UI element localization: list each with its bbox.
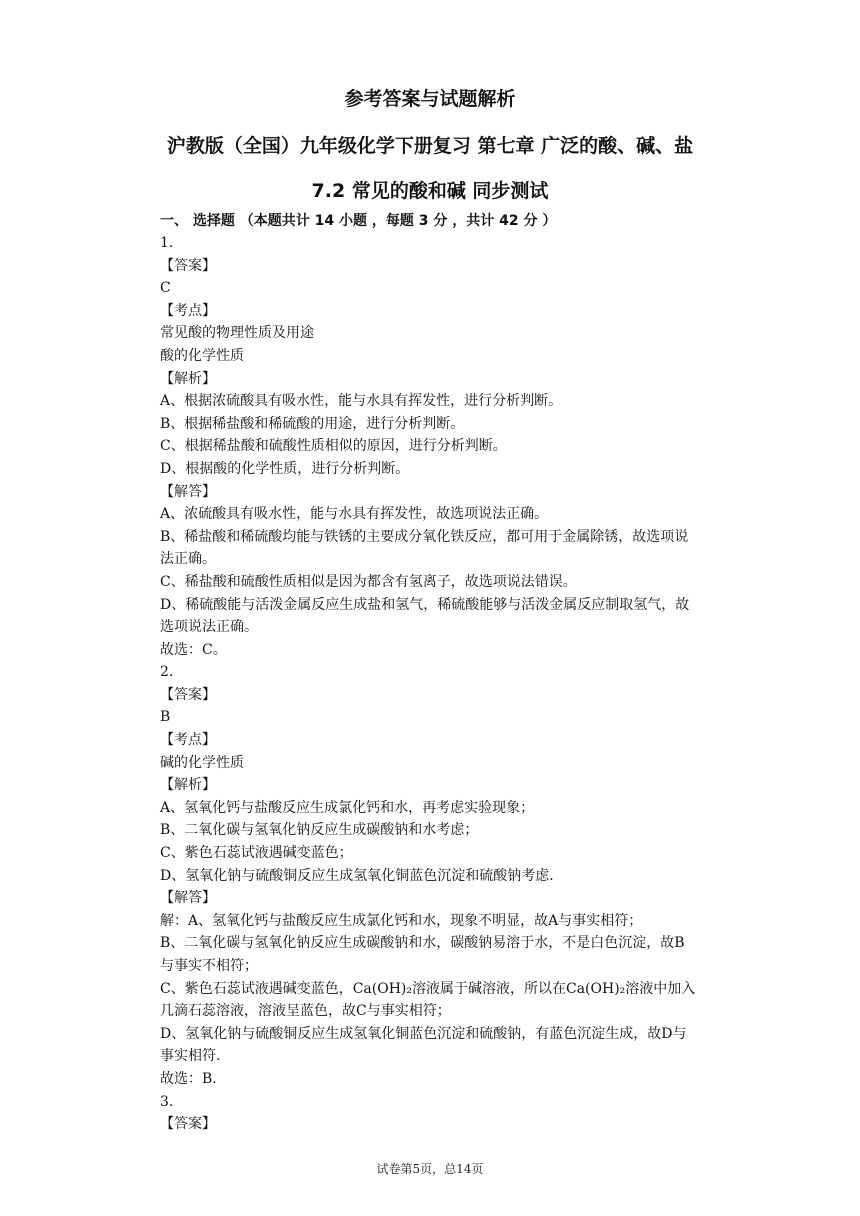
text-line: 【解答】 — [160, 890, 216, 907]
text-line: C、紫色石蕊试液遇碱变蓝色，Ca(OH)₂溶液属于碱溶液，所以在Ca(OH)₂溶液中加入 — [160, 980, 696, 997]
text-line: 法正确。 — [160, 551, 216, 568]
text-line: B、二氧化碳与氢氧化钠反应生成碳酸钠和水考虑； — [160, 822, 479, 839]
text-line: B、二氧化碳与氢氧化钠反应生成碳酸钠和水，碳酸钠易溶于水，不是白色沉淀，故B — [160, 935, 685, 952]
text-line: 与事实不相符； — [160, 958, 258, 974]
lesson-title: 7.2 常见的酸和碱 同步测试 — [311, 180, 549, 202]
text-line: B、稀盐酸和稀硫酸均能与铁锈的主要成分氧化铁反应，都可用于金属除锈，故选项说 — [160, 528, 689, 545]
text-line: 解：A、氢氧化钙与盐酸反应生成氯化钙和水，现象不明显，故A与事实相符； — [160, 912, 643, 929]
text-line: 故选：C。 — [160, 641, 227, 658]
text-line: A、浓硫酸具有吸水性，能与水具有挥发性，故选项说法正确。 — [160, 506, 549, 523]
answer-body — [160, 232, 740, 1136]
text-line: A、根据浓硫酸具有吸水性，能与水具有挥发性，进行分析判断。 — [160, 393, 563, 410]
text-line: D、稀硫酸能与活泼金属反应生成盐和氢气，稀硫酸能够与活泼金属反应制取氢气，故 — [160, 596, 690, 613]
text-line: 几滴石蕊溶液，溶液呈蓝色，故C与事实相符； — [160, 1003, 451, 1020]
text-line: 选项说法正确。 — [160, 619, 258, 636]
page-footer: 试卷第5页，总14页 — [376, 1162, 484, 1176]
text-line: A、氢氧化钙与盐酸反应生成氯化钙和水，再考虑实验现象； — [160, 799, 535, 816]
text-line: D、氢氧化钠与硫酸铜反应生成氢氧化铜蓝色沉淀和硫酸钠，有蓝色沉淀生成，故D与 — [160, 1025, 687, 1042]
text-line: C、紫色石蕊试液遇碱变蓝色； — [160, 845, 353, 862]
text-line: 酸的化学性质 — [160, 347, 244, 364]
text-line: 3. — [160, 1093, 174, 1110]
text-line: 【解析】 — [160, 777, 216, 794]
text-line: 【解析】 — [160, 370, 216, 387]
text-line: 1. — [160, 235, 174, 251]
text-line: C — [160, 280, 171, 297]
text-line: 【考点】 — [160, 732, 216, 749]
text-line: 【答案】 — [160, 686, 216, 703]
text-line: B、根据稀盐酸和稀硫酸的用途，进行分析判断。 — [160, 415, 465, 432]
text-line: 【答案】 — [160, 1116, 216, 1133]
text-line: 事实相符. — [160, 1048, 221, 1065]
text-line: 碱的化学性质 — [160, 754, 244, 771]
text-line: C、稀盐酸和硫酸性质相似是因为都含有氢离子，故选项说法错误。 — [160, 573, 577, 590]
answer-title: 参考答案与试题解析 — [344, 88, 516, 110]
text-line: D、根据酸的化学性质，进行分析判断。 — [160, 460, 410, 477]
text-line: 2. — [160, 664, 174, 681]
text-line: D、氢氧化钠与硫酸铜反应生成氢氧化铜蓝色沉淀和硫酸钠考虑. — [160, 867, 554, 884]
section-heading: 一、 选择题 （本题共计 14 小题 ，每题 3 分 ，共计 42 分 ） — [160, 213, 557, 229]
text-line: 【解答】 — [160, 483, 216, 500]
textbook-chapter-title: 沪教版（全国）九年级化学下册复习 第七章 广泛的酸、碱、盐 — [166, 135, 694, 157]
text-line: 故选：B. — [160, 1070, 217, 1087]
text-line: 【答案】 — [160, 257, 216, 274]
text-line: B — [160, 709, 171, 726]
text-line: C、根据稀盐酸和硫酸性质相似的原因，进行分析判断。 — [160, 438, 507, 455]
text-line: 【考点】 — [160, 302, 216, 319]
text-line: 常见酸的物理性质及用途 — [160, 325, 314, 342]
